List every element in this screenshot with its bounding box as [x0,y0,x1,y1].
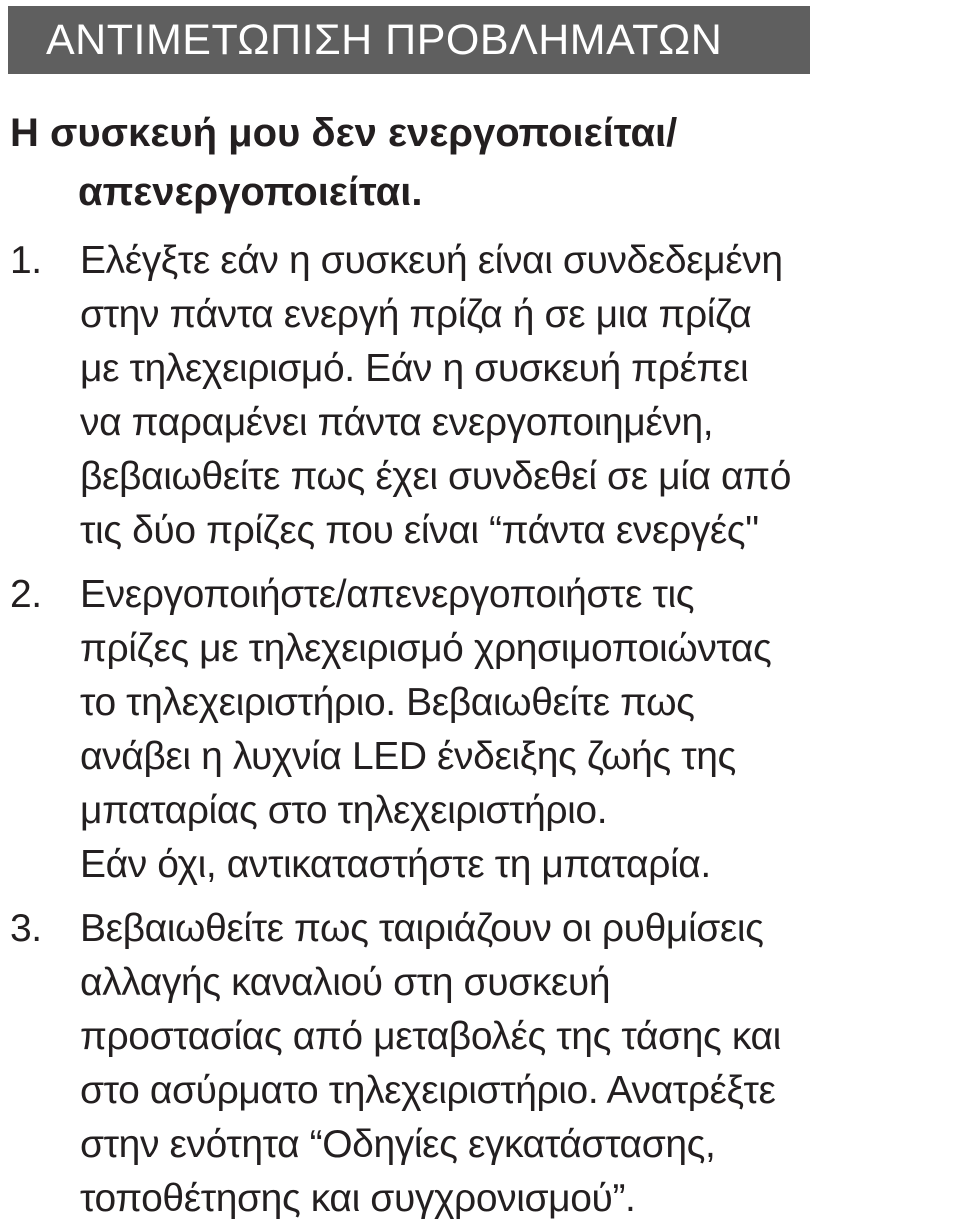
step-1 [10,234,955,558]
step-line: μπαταρίας στο τηλεχειριστήριο. [80,789,608,832]
step-line: να παραμένει πάντα ενεργοποιημένη, [80,401,714,444]
step-line: τοποθέτησης και συγχρονισμού”. [80,1177,636,1220]
step-line: Ελέγξτε εάν η συσκευή είναι συνδεδεμένη [80,239,783,282]
step-line: στο ασύρματο τηλεχειριστήριο. Ανατρέξτε [80,1069,776,1112]
step-line: Βεβαιωθείτε πως ταιριάζουν οι ρυθμίσεις [80,907,764,950]
step-line: τις δύο πρίζες που είναι “πάντα ενεργές" [80,509,759,552]
step-2 [10,568,955,892]
step-line: πρίζες με τηλεχειρισμό χρησιμοποιώντας [80,627,772,670]
step-line: στην ενότητα “Οδηγίες εγκατάστασης, [80,1123,716,1166]
step-number: 3. [10,907,42,950]
troubleshooting-steps [10,234,955,1226]
problem-heading-line: απενεργοποιείται. [78,170,423,214]
step-number: 1. [10,239,42,282]
step-number: 2. [10,573,42,616]
problem-heading [10,104,930,222]
step-line: στην πάντα ενεργή πρίζα ή σε μια πρίζα [80,293,752,336]
step-line: αλλαγής καναλιού στη συσκευή [80,961,611,1004]
step-line: Εάν όχι, αντικαταστήστε τη μπαταρία. [80,843,711,886]
step-line: το τηλεχειριστήριο. Βεβαιωθείτε πως [80,681,695,724]
step-line: με τηλεχειρισμό. Εάν η συσκευή πρέπει [80,347,749,390]
step-3 [10,902,955,1226]
step-line: βεβαιωθείτε πως έχει συνδεθεί σε μία από [80,455,791,498]
section-title: ΑΝΤΙΜΕΤΩΠΙΣΗ ΠΡΟΒΛΗΜΑΤΩΝ [46,15,723,64]
section-header-bar [8,6,810,74]
step-line: ανάβει η λυχνία LED ένδειξης ζωής της [80,735,736,778]
step-line: προστασίας από μεταβολές της τάσης και [80,1015,781,1058]
problem-heading-line: Η συσκευή μου δεν ενεργοποιείται/ [10,111,678,155]
step-line: Ενεργοποιήστε/απενεργοποιήστε τις [80,573,695,616]
